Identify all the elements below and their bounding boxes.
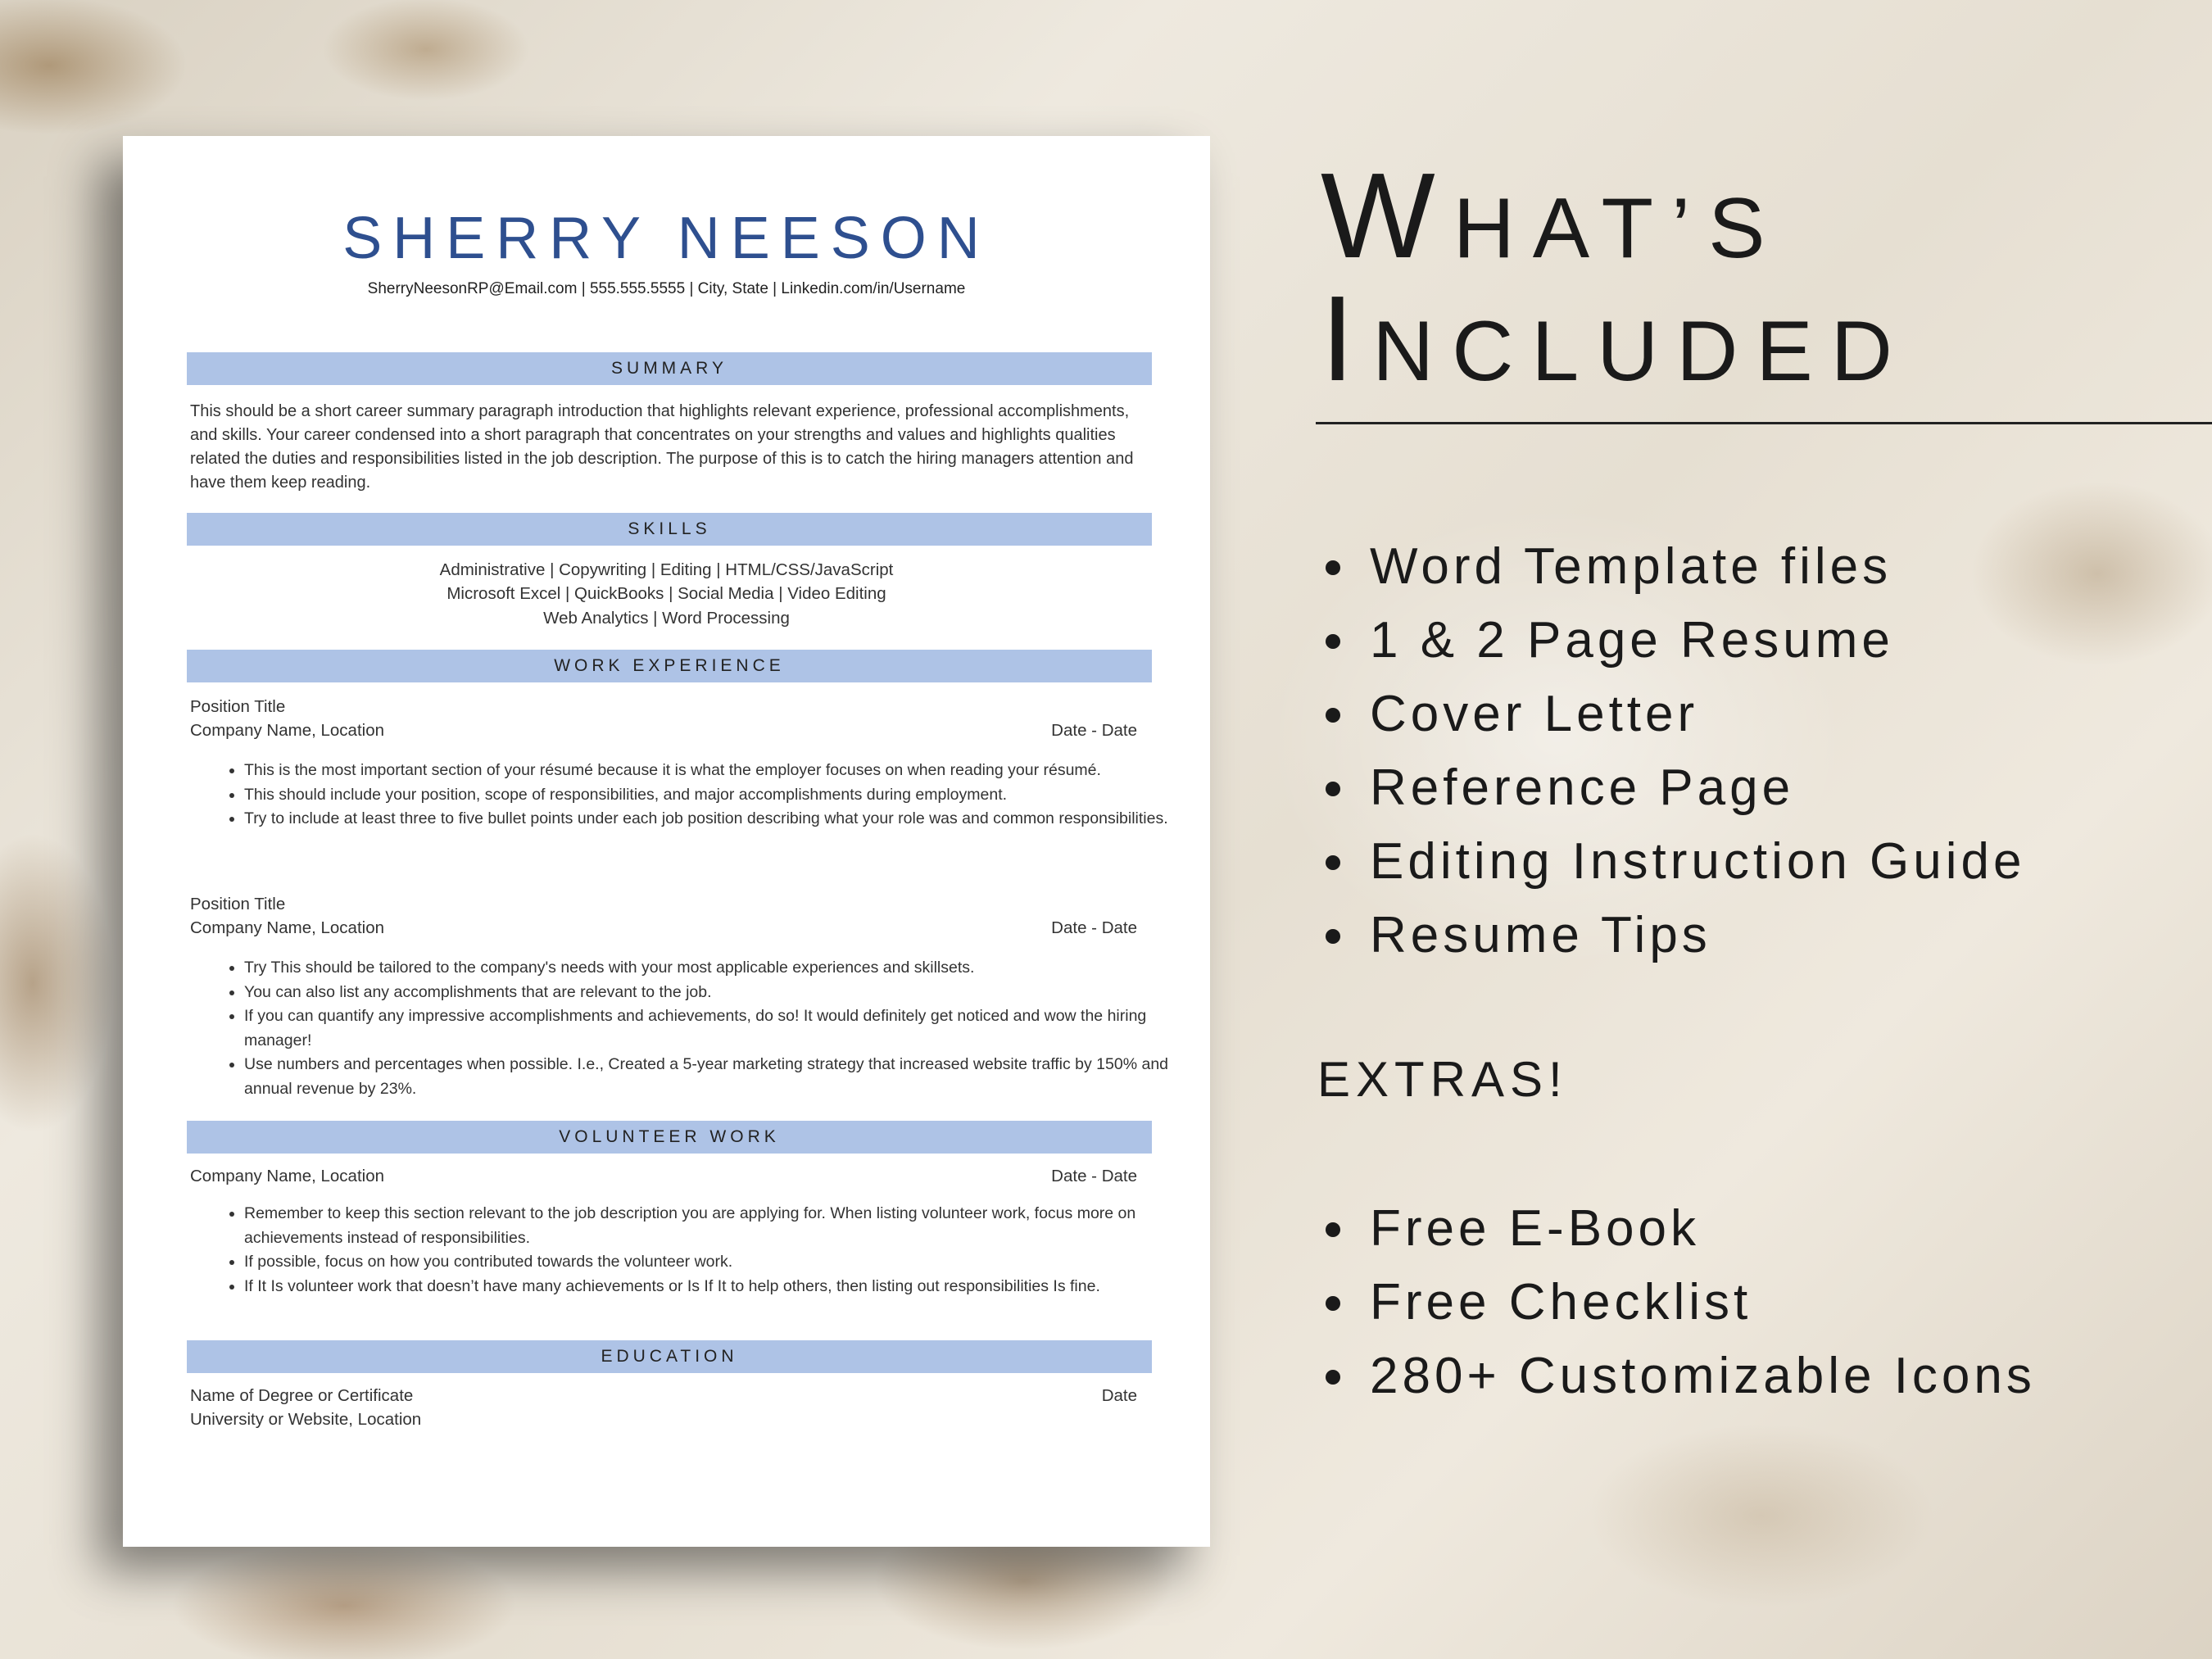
job-company: Company Name, Location: [190, 721, 385, 740]
extra-label: Free Checklist: [1370, 1274, 1752, 1330]
volunteer-date: Date - Date: [1051, 1167, 1137, 1185]
feature-item: [1321, 825, 2026, 899]
extra-label: Free E-Book: [1370, 1200, 1701, 1257]
education-date: Date: [1101, 1386, 1137, 1405]
feature-label: Cover Letter: [1370, 686, 1699, 742]
bullet-item: • You can also list any accomplishments that are relevant to the job.: [244, 981, 1172, 1005]
whats-included-heading: [1321, 148, 1911, 406]
job-title: Position Title: [190, 895, 286, 913]
resume-name: SHERRY NEESON: [342, 206, 990, 271]
bullet-dot-icon: [1326, 929, 1340, 944]
bullet-dot-icon: [1326, 782, 1340, 796]
job-company: Company Name, Location: [190, 918, 385, 937]
skills-line: Microsoft Excel | QuickBooks | Social Media | Video Editing: [446, 584, 886, 603]
feature-item: [1321, 530, 2026, 604]
heading-rest-2: NCLUDED: [1372, 304, 1911, 399]
education-school: University or Website, Location: [190, 1410, 422, 1429]
skills-heading: SKILLS: [187, 513, 1152, 546]
volunteer-bullets: [206, 1202, 1172, 1299]
extra-item: [1321, 1339, 2036, 1413]
bullet-dot-icon: [1326, 1222, 1340, 1237]
bullet-item: • If you can quantify any impressive accomplishments and achievements, do so! It would definitely get noticed and wow the hiring manager!: [244, 1004, 1172, 1053]
bullet-dot-icon: [1326, 708, 1340, 723]
bullet-item: • Remember to keep this section relevant to the job description you are applying for. When listing volunteer work, focus more on achievements instead of responsibilities.: [244, 1202, 1172, 1250]
bullet-item: • This is the most important section of your résumé because it is what the employer focuses on when reading your résumé.: [244, 759, 1172, 783]
skills-line: Web Analytics | Word Processing: [543, 609, 790, 628]
feature-label: Reference Page: [1370, 759, 1795, 816]
feature-label: Word Template files: [1370, 538, 1892, 595]
work-experience-heading: WORK EXPERIENCE: [187, 650, 1152, 682]
job-bullets: [206, 759, 1172, 832]
extras-label: EXTRAS!: [1317, 1052, 1568, 1107]
heading-cap-i: I: [1321, 271, 1373, 406]
contact-line: SherryNeesonRP@Email.com | 555.555.5555 | City, State | Linkedin.com/in/Username: [367, 280, 966, 297]
heading-rest-1: HAT’S: [1453, 181, 1784, 276]
bullet-item: • Use numbers and percentages when possible. I.e., Created a 5-year marketing strategy that increased website traffic by 150% and annual revenue by 23%.: [244, 1053, 1172, 1101]
job-date: Date - Date: [1051, 721, 1137, 740]
heading-line-1: [1321, 148, 1911, 283]
feature-item: [1321, 678, 2026, 751]
feature-item: [1321, 751, 2026, 825]
skills-line: Administrative | Copywriting | Editing | HTML/CSS/JavaScript: [439, 560, 894, 579]
bullet-item: • This should include your position, scope of responsibilities, and major accomplishments during employment.: [244, 783, 1172, 808]
heading-line-2: [1321, 271, 1911, 406]
extra-item: [1321, 1192, 2036, 1266]
volunteer-company: Company Name, Location: [190, 1167, 385, 1185]
extras-list: [1321, 1192, 2036, 1413]
job-bullets: [206, 956, 1172, 1101]
education-degree: Name of Degree or Certificate: [190, 1386, 414, 1405]
extra-item: [1321, 1266, 2036, 1339]
bullet-item: • Try This should be tailored to the company's needs with your most applicable experiences and skillsets.: [244, 956, 1172, 981]
bullet-dot-icon: [1326, 634, 1340, 649]
feature-label: Editing Instruction Guide: [1370, 833, 2026, 890]
heading-divider: [1316, 422, 2212, 424]
feature-item: [1321, 899, 2026, 972]
bullet-item: • If possible, focus on how you contributed towards the volunteer work.: [244, 1250, 1172, 1275]
summary-text: This should be a short career summary paragraph introduction that highlights relevant experience, professional accomplishments, and skills. Your career condensed into a short paragraph that concentrates on your strengths and values and highlights qualities related the duties and responsibilities listed in the job description. The purpose of this is to catch the hiring managers attention and have them keep reading.: [190, 402, 1134, 492]
bullet-item: • If It Is volunteer work that doesn’t have many achievements or Is If It to help others, then listing out responsibilities Is fine.: [244, 1275, 1172, 1299]
features-list: [1321, 530, 2026, 972]
bullet-item: • Try to include at least three to five bullet points under each job position describing what your role was and common responsibilities.: [244, 807, 1172, 832]
feature-item: [1321, 604, 2026, 678]
job-date: Date - Date: [1051, 918, 1137, 937]
education-heading: EDUCATION: [187, 1340, 1152, 1373]
bullet-dot-icon: [1326, 1370, 1340, 1385]
summary-heading: SUMMARY: [187, 352, 1152, 385]
bullet-dot-icon: [1326, 855, 1340, 870]
feature-label: 1 & 2 Page Resume: [1370, 612, 1894, 669]
job-title: Position Title: [190, 697, 286, 716]
heading-cap-w: W: [1321, 148, 1453, 283]
bullet-dot-icon: [1326, 560, 1340, 575]
resume-page: [123, 136, 1210, 1547]
volunteer-heading: VOLUNTEER WORK: [187, 1121, 1152, 1154]
feature-label: Resume Tips: [1370, 907, 1711, 963]
extra-label: 280+ Customizable Icons: [1370, 1348, 2036, 1404]
bullet-dot-icon: [1326, 1296, 1340, 1311]
